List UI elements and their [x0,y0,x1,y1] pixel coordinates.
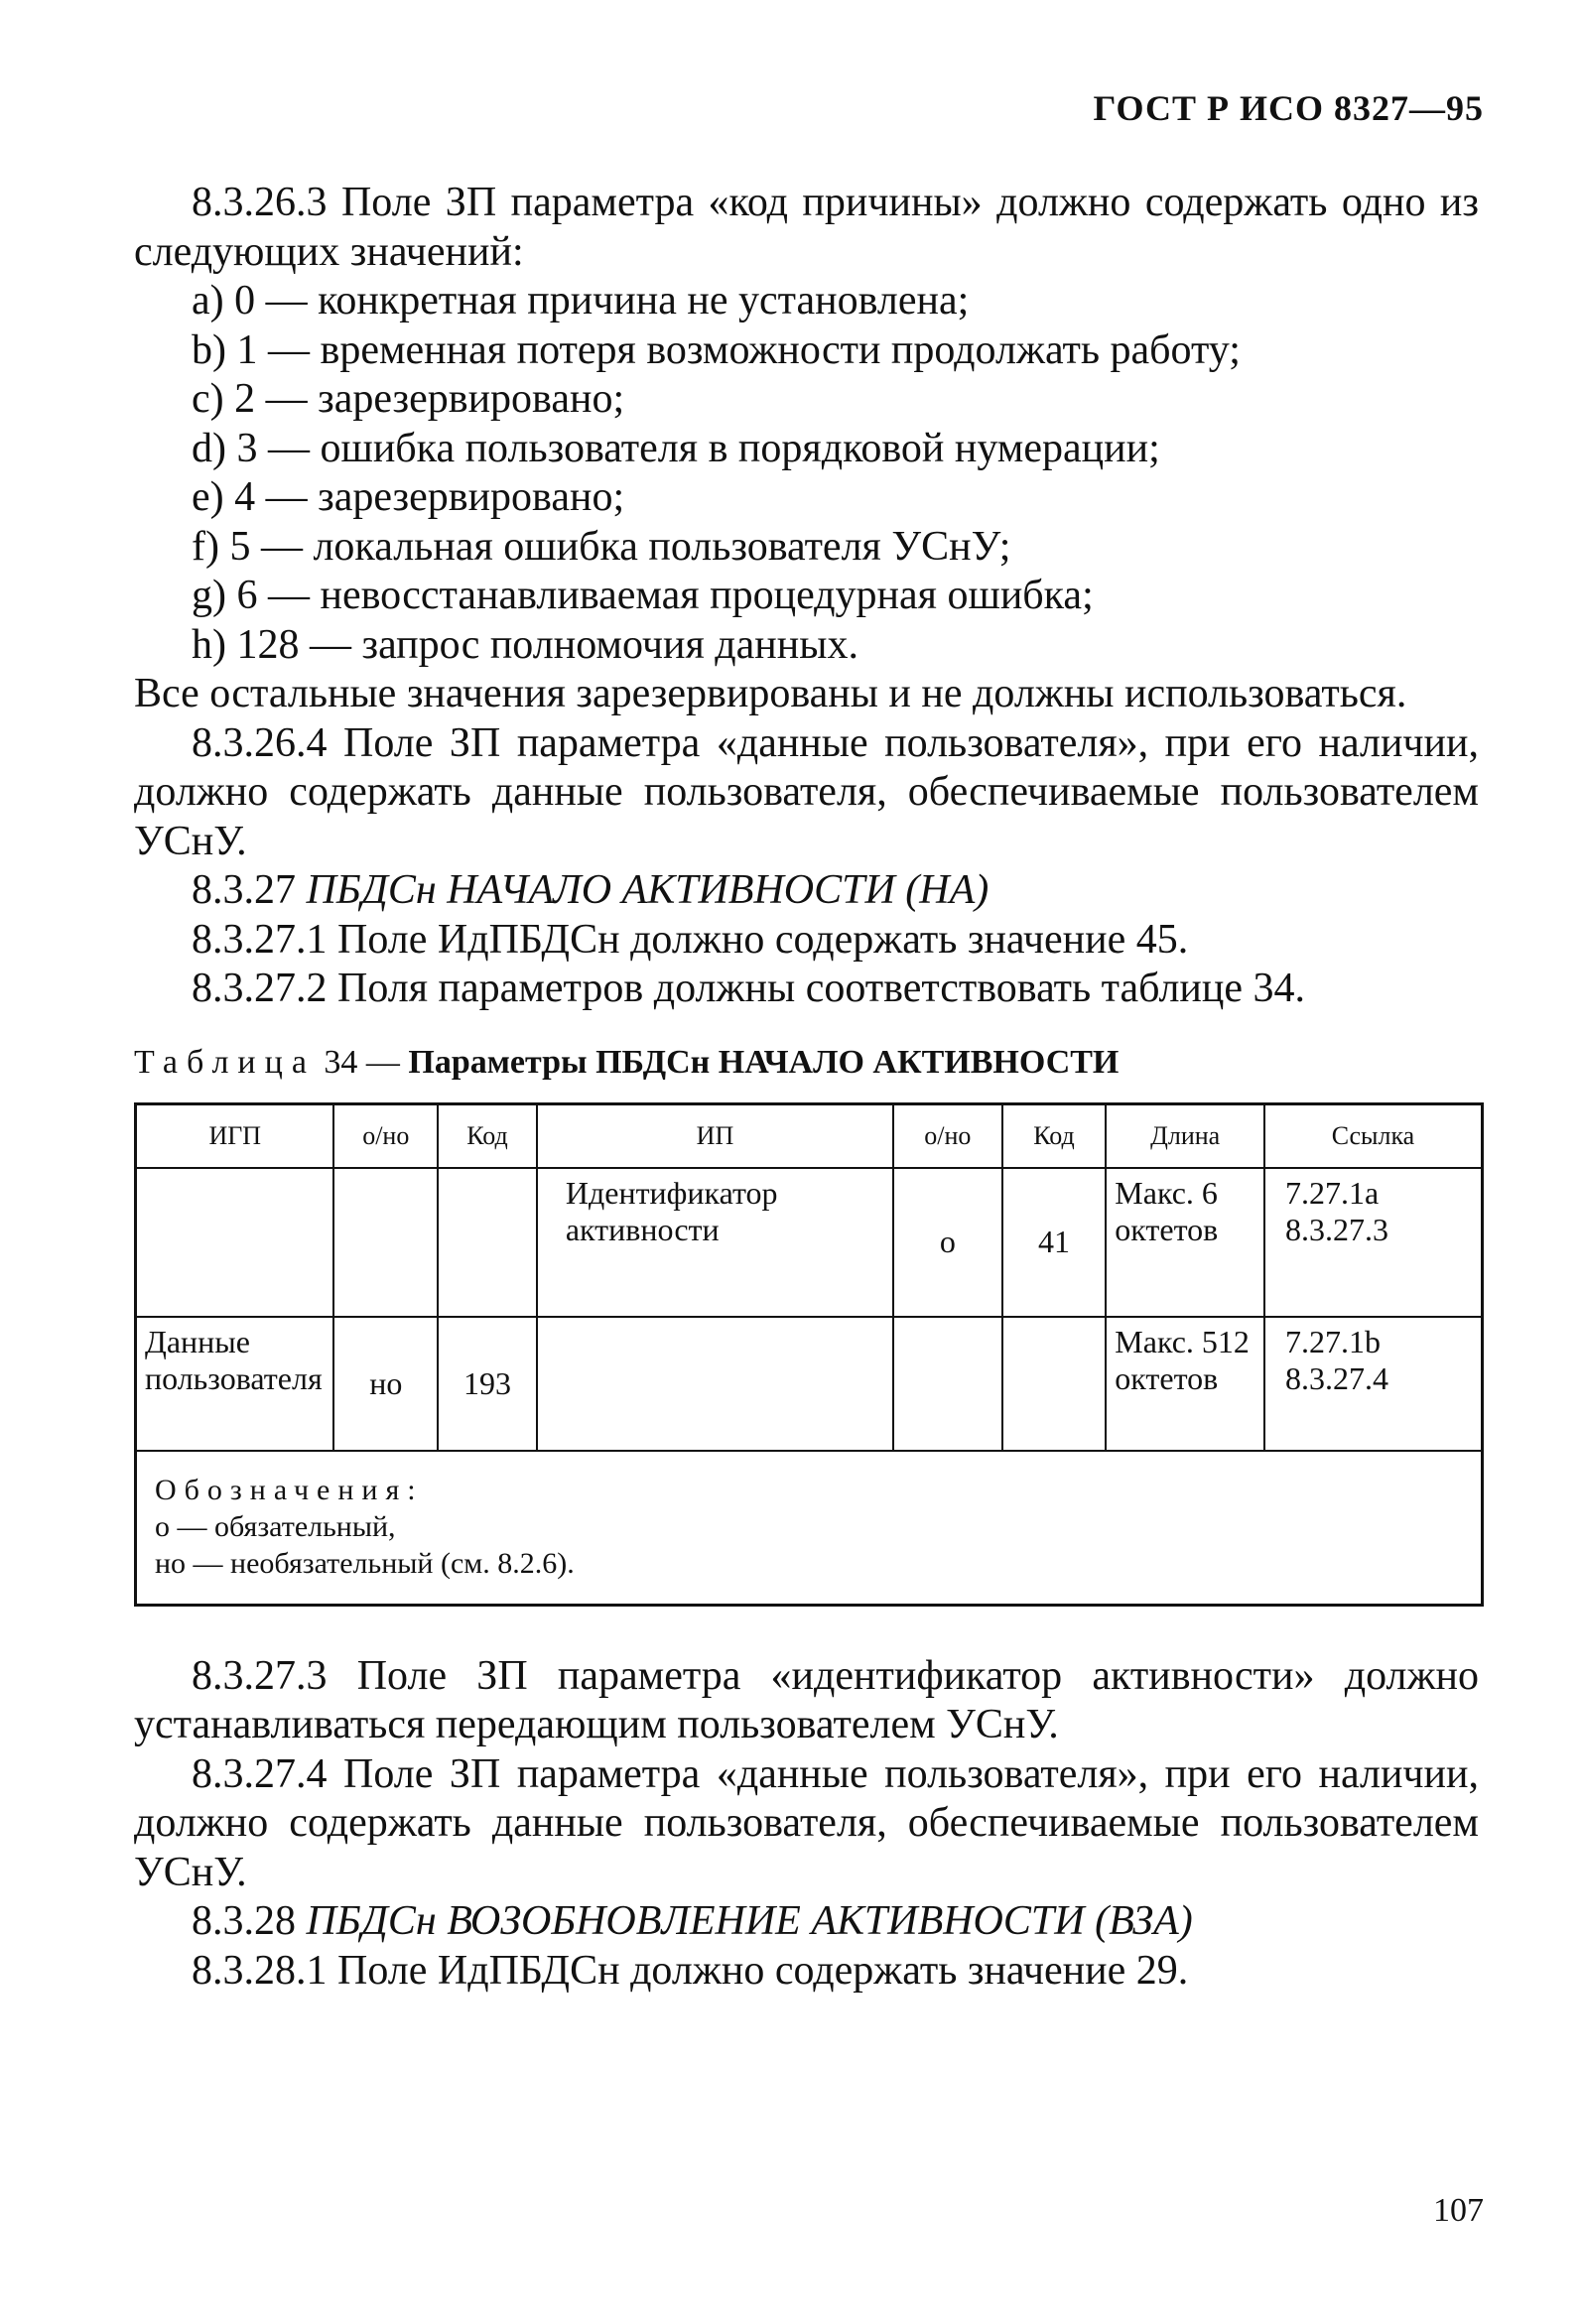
table-cell: 7.27.1a 8.3.27.3 [1264,1168,1482,1317]
section-heading-8-3-27 [134,866,1479,916]
table-cell [136,1168,334,1317]
paragraph-reserved-values: Все остальные значения зарезервированы и не должны использоваться. [134,671,1407,716]
section-title: ПБДСн ВОЗОБНОВЛЕНИЕ АКТИВНОСТИ (ВЗА) [306,1898,1193,1944]
paragraph-8-3-26-4: 8.3.26.4 Поле ЗП параметра «данные пользователя», при его наличии, должно содержать данные пользователя, обеспечиваемые пользователем УСнУ. [134,719,1479,864]
list-item: d) 3 — ошибка пользователя в порядковой нумерации; [192,425,1160,471]
table-row [136,1168,1483,1317]
column-header: Длина [1106,1104,1264,1168]
paragraph-8-3-27-3: 8.3.27.3 Поле ЗП параметра «идентификатор активности» должно устанавливаться передающим пользователем УСнУ. [134,1652,1479,1747]
table-notes [136,1451,1483,1606]
table-row [136,1317,1483,1451]
section-number: 8.3.27 [192,867,296,913]
list-item: e) 4 — зарезервировано; [192,474,625,520]
table-caption-number: 34 — [324,1043,400,1081]
page-body [134,179,1479,1996]
table-cell [893,1317,1002,1451]
list-item: c) 2 — зарезервировано; [192,376,625,422]
column-header: Ссылка [1264,1104,1482,1168]
list-item: b) 1 — временная потеря возможности продолжать работу; [192,326,1241,373]
list-item: h) 128 — запрос полномочия данных. [192,621,858,668]
column-header: Код [438,1104,537,1168]
table-cell: о [893,1168,1002,1317]
table-cell: 41 [1002,1168,1107,1317]
page-number: 107 [1433,2192,1484,2229]
paragraph-8-3-28-1: 8.3.28.1 Поле ИдПБДСн должно содержать значение 29. [192,1947,1189,1994]
column-header: о/но [893,1104,1002,1168]
note-item: о — обязательный, [155,1509,396,1543]
table-cell: Макс. 512 октетов [1106,1317,1264,1451]
column-header: ИП [537,1104,893,1168]
table-cell: Макс. 6 октетов [1106,1168,1264,1317]
section-number: 8.3.28 [192,1898,296,1944]
table-cell [537,1317,893,1451]
paragraph-8-3-27-1: 8.3.27.1 Поле ИдПБДСн должно содержать значение 45. [192,916,1189,963]
table-caption-label: Таблица [134,1043,316,1081]
table-cell: но [333,1317,438,1451]
note-item: но — необязательный (см. 8.2.6). [155,1546,575,1580]
section-heading-8-3-28 [134,1897,1479,1947]
table-cell: Идентификатор активности [537,1168,893,1317]
list-item: a) 0 — конкретная причина не установлена; [192,278,970,323]
table-cell: 193 [438,1317,537,1451]
parameters-table [134,1102,1484,1607]
notes-title: Обозначения: [155,1473,424,1506]
table-cell: Данные пользователя [136,1317,334,1451]
list-item: f) 5 — локальная ошибка пользователя УСнУ; [192,523,1011,570]
table-cell [333,1168,438,1317]
table-cell [438,1168,537,1317]
paragraph-8-3-27-2: 8.3.27.2 Поля параметров должны соответствовать таблице 34. [192,966,1306,1011]
document-header: ГОСТ Р ИСО 8327—95 [1093,88,1484,128]
values-list [134,277,1479,670]
table-notes-row [136,1451,1483,1606]
list-item: g) 6 — невосстанавливаемая процедурная ошибка; [192,573,1094,618]
column-header: ИГП [136,1104,334,1168]
table-header-row [136,1104,1483,1168]
section-title: ПБДСн НАЧАЛО АКТИВНОСТИ (НА) [306,867,989,913]
column-header: Код [1002,1104,1107,1168]
paragraph-8-3-27-4: 8.3.27.4 Поле ЗП параметра «данные пользователя», при его наличии, должно содержать данные пользователя, обеспечиваемые пользователем УСнУ. [134,1750,1479,1895]
table-cell: 7.27.1b 8.3.27.4 [1264,1317,1482,1451]
table-cell [1002,1317,1107,1451]
column-header: о/но [333,1104,438,1168]
paragraph-8-3-26-3: 8.3.26.3 Поле ЗП параметра «код причины» должно содержать одно из следующих значений: [134,180,1479,275]
table-caption [134,1038,1479,1088]
table-caption-title: Параметры ПБДСн НАЧАЛО АКТИВНОСТИ [408,1043,1120,1081]
